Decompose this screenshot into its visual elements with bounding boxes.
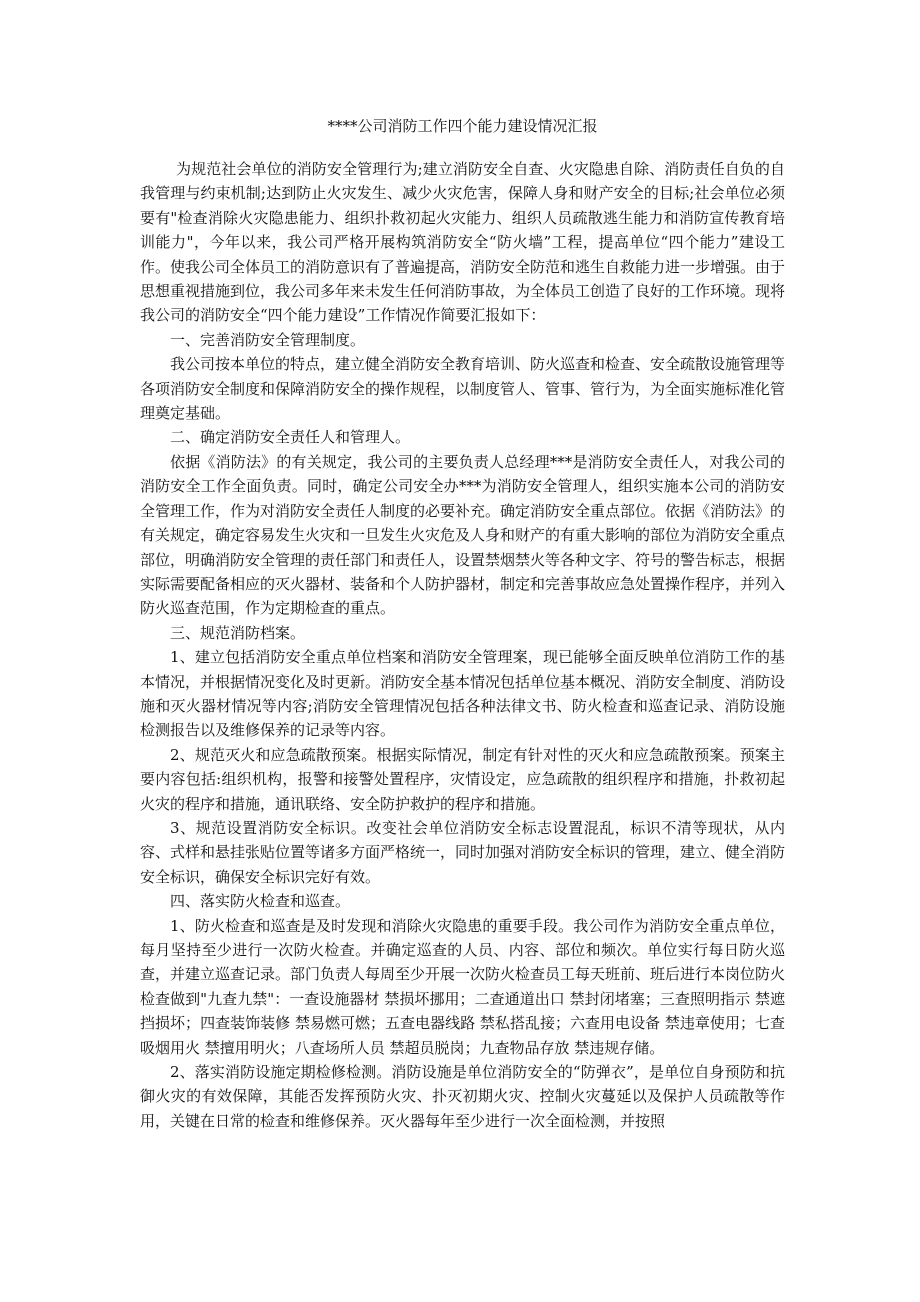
paragraph-section-2: 依据《消防法》的有关规定，我公司的主要负责人总经理***是消防安全责任人，对我公司的消防安全工作全面负责。同时，确定公司安全办***为消防安全管理人，组织实施本公司的消防安全管理工作，作为对消防安全责任人制度的必要补充。确定消防安全重点部位。依据《消防法》的有关规定，确定容易发生火灾和一旦发生火灾危及人身和财产的有重大影响的部位为消防安全重点部位，明确消防安全管理的责任部门和责任人，设置禁烟禁火等各种文字、符号的警告标志，根据实际需要配备相应的灭火器材、装备和个人防护器材，制定和完善事故应急处置操作程序，并列入防火巡查范围，作为定期检查的重点。 — [140, 452, 786, 618]
section-heading-3: 三、规范消防档案。 — [170, 623, 306, 642]
paragraph-3-2: 2、规范灭火和应急疏散预案。根据实际情况，制定有针对性的灭火和应急疏散预案。预案主要内容包括:组织机构，报警和接警处置程序，灾情设定，应急疏散的组织程序和措施，扑救初起火灾的程序和措施，通讯联络、安全防护救护的程序和措施。 — [140, 745, 785, 813]
paragraph-4-1: 1、防火检查和巡查是及时发现和消除火灾隐患的重要手段。我公司作为消防安全重点单位，每月坚持至少进行一次防火检查。并确定巡查的人员、内容、部位和频次。单位实行每日防火巡查，并建立巡查记录。部门负责人每周至少开展一次防火检查员工每天班前、班后进行本岗位防火检查做到"九查九禁"：一查设施器材 禁损坏挪用；二查通道出口 禁封闭堵塞；三查照明指示 禁遮挡损坏；四查装饰装修 禁易燃可燃；五查电器线路 禁私搭乱接；六查用电设备 禁违章使用；七查吸烟用火 禁擅用明火；八查场所人员 禁超员脱岗；九查物品存放 禁违规存储。 — [140, 916, 786, 1057]
section-heading-2: 二、确定消防安全责任人和管理人。 — [170, 428, 411, 447]
paragraph-3-3: 3、规范设置消防安全标识。改变社会单位消防安全标志设置混乱，标识不清等现状，从内容、式样和悬挂张贴位置等诸多方面严格统一，同时加强对消防安全标识的管理，建立、健全消防安全标识，确保安全标识完好有效。 — [140, 818, 786, 886]
section-heading-4: 四、落实防火检查和巡查。 — [170, 892, 351, 911]
document-body — [140, 157, 785, 1133]
paragraph-intro: 为规范社会单位的消防安全管理行为;建立消防安全自查、火灾隐患自除、消防责任自负的自我管理与约束机制;达到防止火灾发生、减少火灾危害，保障人身和财产安全的目标;社会单位必须要有"检查消除火灾隐患能力、组织扑救初起火灾能力、组织人员疏散逃生能力和消防宣传教育培训能力"，今年以来，我公司严格开展构筑消防安全“防火墙”工程，提高单位“四个能力”建设工作。使我公司全体员工的消防意识有了普遍提高，消防安全防范和逃生自救能力进一步增强。由于思想重视措施到位，我公司多年来未发生任何消防事故，为全体员工创造了良好的工作环境。现将我公司的消防安全“四个能力建设”工作情况作简要汇报如下： — [140, 160, 786, 325]
paragraph-section-1: 我公司按本单位的特点，建立健全消防安全教育培训、防火巡查和检查、安全疏散设施管理等各项消防安全制度和保障消防安全的操作规程，以制度管人、管事、管行为，为全面实施标准化管理奠定基础。 — [140, 355, 786, 423]
document-title: ****公司消防工作四个能力建设情况汇报 — [327, 117, 598, 135]
section-heading-1: 一、完善消防安全管理制度。 — [170, 330, 366, 349]
paragraph-4-2: 2、落实消防设施定期检修检测。消防设施是单位消防安全的“防弹衣”，是单位自身预防和抗御火灾的有效保障，其能否发挥预防火灾、扑灭初期火灾、控制火灾蔓延以及保护人员疏散等作用，关键在日常的检查和维修保养。灭火器每年至少进行一次全面检测，并按照 — [140, 1063, 785, 1130]
paragraph-3-1: 1、建立包括消防安全重点单位档案和消防安全管理案，现已能够全面反映单位消防工作的基本情况，并根据情况变化及时更新。消防安全基本情况包括单位基本概况、消防安全制度、消防设施和灭火器材情况等内容;消防安全管理情况包括各种法律文书、防火检查和巡查记录、消防设施检测报告以及维修保养的记录等内容。 — [140, 648, 786, 740]
